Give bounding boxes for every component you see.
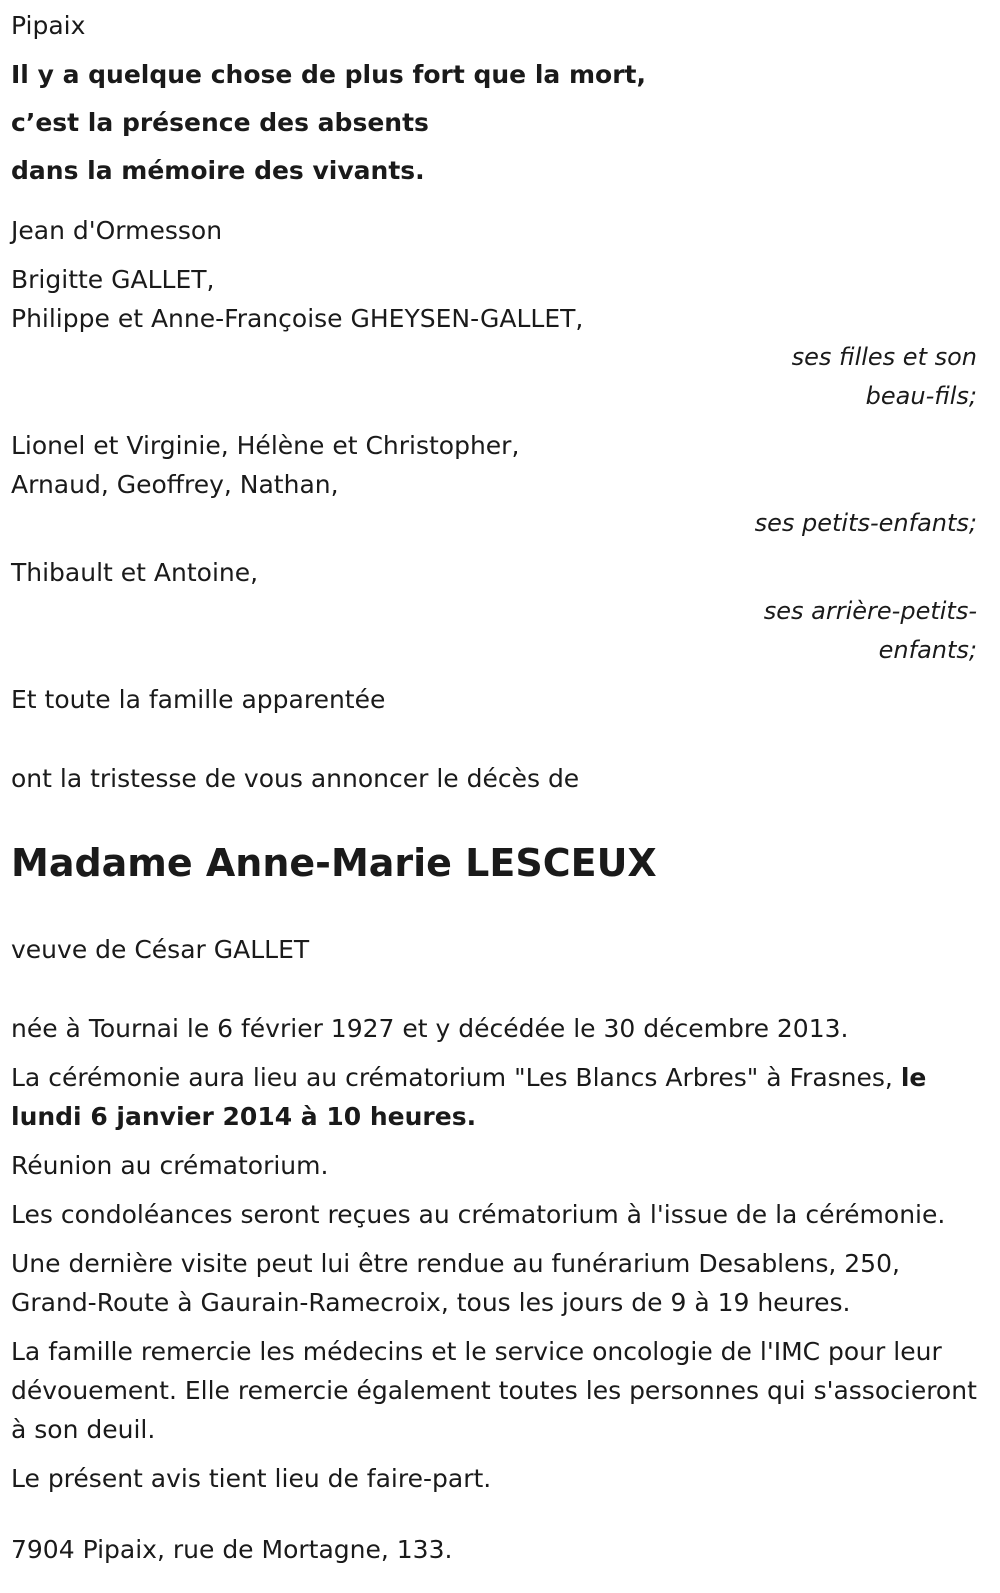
condolences-info: Les condoléances seront reçues au crématorium à l'issue de la cérémonie. <box>11 1200 946 1229</box>
meeting-info: Réunion au crématorium. <box>11 1151 329 1180</box>
grandchildren-role: ses petits-enfants; <box>754 509 977 537</box>
notice-text: Le présent avis tient lieu de faire-part. <box>11 1464 492 1493</box>
widow-of: veuve de César GALLET <box>11 935 310 964</box>
obituary-notice <box>11 6 977 1569</box>
announcement-intro: ont la tristesse de vous annoncer le décès de <box>11 764 580 793</box>
ceremony-info <box>11 1058 977 1136</box>
birth-death-dates: née à Tournai le 6 février 1927 et y décédée le 30 décembre 2013. <box>11 1014 849 1043</box>
deceased-name: Madame Anne-Marie LESCEUX <box>11 841 657 885</box>
children-names: Philippe et Anne-Françoise GHEYSEN-GALLET, <box>11 304 584 333</box>
great-grandchildren-group <box>11 553 977 670</box>
quote-line: Il y a quelque chose de plus fort que la mort, <box>11 60 646 89</box>
great-grandchildren-role: ses arrière-petits- <box>763 597 977 625</box>
quote-line: c’est la présence des absents <box>11 108 429 137</box>
family-address: 7904 Pipaix, rue de Mortagne, 133. <box>11 1535 453 1564</box>
thanks-text: La famille remercie les médecins et le service oncologie de l'IMC pour leur dévouement. Elle remercie également toutes les personnes qui s'associeront à son deuil. <box>11 1337 977 1444</box>
town-name: Pipaix <box>11 11 86 40</box>
great-grandchildren-names: Thibault et Antoine, <box>11 558 259 587</box>
ceremony-date: le lundi 6 janvier 2014 à 10 heures. <box>11 1063 927 1131</box>
children-group <box>11 260 977 416</box>
quote-block <box>11 55 977 190</box>
children-role: ses filles et son <box>791 343 977 371</box>
ceremony-text: La cérémonie aura lieu au crématorium "Les Blancs Arbres" à Frasnes, <box>11 1063 901 1092</box>
grandchildren-names: Lionel et Virginie, Hélène et Christopher, <box>11 431 520 460</box>
last-visit-info: Une dernière visite peut lui être rendue au funérarium Desablens, 250, Grand-Route à Gaurain-Ramecroix, tous les jours de 9 à 19 heures. <box>11 1249 900 1317</box>
grandchildren-names: Arnaud, Geoffrey, Nathan, <box>11 470 339 499</box>
relatives-line: Et toute la famille apparentée <box>11 685 386 714</box>
quote-line: dans la mémoire des vivants. <box>11 156 425 185</box>
children-role: beau-fils; <box>865 382 977 410</box>
quote-author: Jean d'Ormesson <box>11 216 223 245</box>
grandchildren-group <box>11 426 977 543</box>
children-names: Brigitte GALLET, <box>11 265 215 294</box>
great-grandchildren-role: enfants; <box>878 636 977 664</box>
